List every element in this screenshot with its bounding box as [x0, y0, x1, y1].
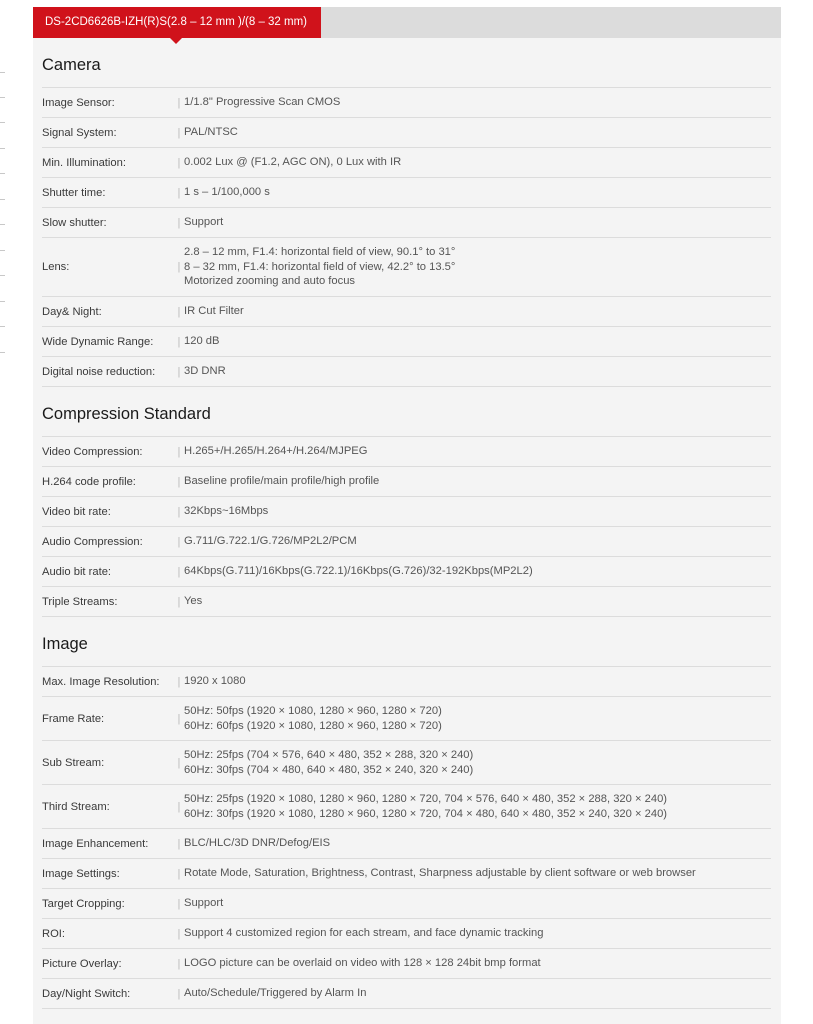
spec-value-line: PAL/NTSC — [184, 126, 238, 139]
spec-value-line: 2.8 – 12 mm, F1.4: horizontal field of view, 90.1° to 31° — [184, 246, 456, 259]
column-separator: | — [177, 987, 181, 1000]
spec-label: Frame Rate: — [42, 712, 105, 725]
spec-value-line: 50Hz: 50fps (1920 × 1080, 1280 × 960, 1280 × 720) — [184, 705, 442, 717]
spec-row — [42, 497, 771, 527]
spec-row — [42, 667, 771, 697]
spec-label: Digital noise reduction: — [42, 365, 156, 378]
section-title: Compression Standard — [42, 387, 771, 437]
spec-value-line: 50Hz: 25fps (1920 × 1080, 1280 × 960, 1280 × 720, 704 × 576, 640 × 480, 352 × 288, 320 × 240) — [184, 793, 668, 805]
spec-row — [42, 949, 771, 979]
spec-value — [184, 792, 667, 821]
spec-label: Triple Streams: — [42, 595, 118, 608]
column-separator: | — [177, 156, 181, 169]
tab-model[interactable] — [33, 7, 321, 38]
spec-value-line: Baseline profile/main profile/high profile — [184, 475, 380, 488]
spec-value-line: Yes — [184, 595, 203, 608]
spec-label: Sub Stream: — [42, 756, 105, 769]
spec-row — [42, 919, 771, 949]
spec-content — [42, 38, 771, 1009]
spec-label: Target Cropping: — [42, 897, 125, 910]
spec-row — [42, 178, 771, 208]
tab-label: DS-2CD6626B-IZH(R)S(2.8 – 12 mm )/(8 – 32 mm) — [45, 16, 308, 28]
spec-value-line: 120 dB — [184, 335, 220, 348]
spec-label: ROI: — [42, 927, 65, 940]
column-separator: | — [177, 712, 181, 725]
spec-label: Day& Night: — [42, 305, 102, 318]
spec-label: Image Sensor: — [42, 96, 115, 109]
spec-label: H.264 code profile: — [42, 475, 136, 488]
spec-value-line: H.265+/H.265/H.264+/H.264/MJPEG — [184, 445, 368, 458]
spec-value — [184, 504, 268, 519]
spec-row — [42, 785, 771, 829]
spec-value — [184, 926, 543, 941]
spec-value — [184, 704, 442, 733]
spec-label: Signal System: — [42, 126, 117, 139]
spec-value — [184, 474, 379, 489]
spec-value — [184, 215, 223, 230]
spec-value-line: Auto/Schedule/Triggered by Alarm In — [184, 987, 367, 1000]
spec-label: Day/Night Switch: — [42, 987, 131, 1000]
spec-value-line: G.711/G.722.1/G.726/MP2L2/PCM — [184, 535, 357, 548]
spec-value-line: 1 s – 1/100,000 s — [184, 186, 270, 199]
spec-value-line: 3D DNR — [184, 365, 226, 378]
tab-bar — [33, 7, 781, 38]
column-separator: | — [177, 216, 181, 229]
spec-label: Wide Dynamic Range: — [42, 335, 154, 348]
spec-label: Video bit rate: — [42, 505, 111, 518]
spec-value — [184, 564, 533, 579]
column-separator: | — [177, 96, 181, 109]
column-separator: | — [177, 126, 181, 139]
spec-value — [184, 334, 219, 349]
spec-label: Audio Compression: — [42, 535, 143, 548]
spec-value-line: BLC/HLC/3D DNR/Defog/EIS — [184, 837, 331, 850]
spec-label: Picture Overlay: — [42, 957, 122, 970]
spec-value-line: 8 – 32 mm, F1.4: horizontal field of view, 42.2° to 13.5° — [184, 260, 456, 273]
spec-value — [184, 444, 367, 459]
spec-value-line: 50Hz: 25fps (704 × 576, 640 × 480, 352 × 288, 320 × 240) — [184, 749, 474, 761]
spec-row — [42, 88, 771, 118]
spec-label: Shutter time: — [42, 186, 106, 199]
spec-value-line: Support 4 customized region for each stream, and face dynamic tracking — [184, 927, 544, 940]
column-separator: | — [177, 305, 181, 318]
spec-value-line: Support — [184, 897, 224, 910]
column-separator: | — [177, 565, 181, 578]
spec-value — [184, 185, 270, 200]
spec-value-line: Support — [184, 216, 224, 229]
spec-label: Video Compression: — [42, 445, 143, 458]
column-separator: | — [177, 186, 181, 199]
spec-row — [42, 208, 771, 238]
column-separator: | — [177, 335, 181, 348]
spec-value — [184, 304, 244, 319]
spec-value-line: 32Kbps~16Mbps — [184, 505, 269, 518]
spec-value — [184, 748, 473, 777]
column-separator: | — [177, 897, 181, 910]
spec-value-line: 60Hz: 30fps (704 × 480, 640 × 480, 352 × 240, 320 × 240) — [184, 763, 474, 776]
spec-value — [184, 155, 401, 170]
spec-value-line: 60Hz: 30fps (1920 × 1080, 1280 × 960, 1280 × 720, 704 × 480, 640 × 480, 352 × 240, 320 × 240) — [184, 807, 668, 820]
section-title: Image — [42, 617, 771, 667]
spec-label: Min. Illumination: — [42, 156, 126, 169]
spec-row — [42, 741, 771, 785]
spec-row — [42, 357, 771, 387]
column-separator: | — [177, 837, 181, 850]
spec-value — [184, 866, 696, 881]
spec-value — [184, 95, 340, 110]
spec-label: Third Stream: — [42, 800, 110, 813]
spec-panel — [33, 7, 781, 1024]
spec-row — [42, 889, 771, 919]
spec-value — [184, 896, 223, 911]
column-separator: | — [177, 261, 181, 273]
column-separator: | — [177, 505, 181, 518]
column-separator: | — [177, 675, 181, 688]
spec-label: Lens: — [42, 261, 70, 273]
column-separator: | — [177, 800, 181, 813]
spec-value — [184, 956, 541, 971]
spec-label: Audio bit rate: — [42, 565, 112, 578]
column-separator: | — [177, 475, 181, 488]
column-separator: | — [177, 957, 181, 970]
section-title: Camera — [42, 38, 771, 88]
spec-row — [42, 148, 771, 178]
spec-label: Image Enhancement: — [42, 837, 149, 850]
spec-label: Slow shutter: — [42, 216, 107, 229]
spec-row — [42, 557, 771, 587]
spec-value — [184, 836, 330, 851]
spec-row — [42, 118, 771, 148]
spec-value-line: 1920 x 1080 — [184, 675, 246, 688]
spec-label: Image Settings: — [42, 867, 120, 880]
spec-row — [42, 979, 771, 1009]
column-separator: | — [177, 867, 181, 880]
spec-row — [42, 297, 771, 327]
column-separator: | — [177, 445, 181, 458]
spec-row — [42, 859, 771, 889]
spec-row — [42, 829, 771, 859]
spec-row — [42, 697, 771, 741]
column-separator: | — [177, 595, 181, 608]
spec-row — [42, 467, 771, 497]
spec-row — [42, 587, 771, 617]
spec-value-line: 0.002 Lux @ (F1.2, AGC ON), 0 Lux with IR — [184, 156, 402, 169]
spec-label: Max. Image Resolution: — [42, 675, 160, 688]
spec-value — [184, 125, 238, 140]
spec-row — [42, 327, 771, 357]
spec-value-line: Rotate Mode, Saturation, Brightness, Contrast, Sharpness adjustable by client software or web browser — [184, 867, 696, 880]
column-separator: | — [177, 535, 181, 548]
column-separator: | — [177, 927, 181, 940]
spec-value — [184, 674, 246, 689]
column-separator: | — [177, 756, 181, 769]
spec-value — [184, 245, 455, 289]
column-separator: | — [177, 365, 181, 378]
spec-row — [42, 527, 771, 557]
spec-value-line: LOGO picture can be overlaid on video with 128 × 128 24bit bmp format — [184, 957, 541, 970]
margin-ticks — [0, 0, 8, 1024]
spec-value — [184, 364, 226, 379]
spec-value-line: 1/1.8" Progressive Scan CMOS — [184, 96, 341, 109]
spec-value — [184, 986, 366, 1001]
spec-value — [184, 594, 202, 609]
spec-value — [184, 534, 357, 549]
spec-value-line: IR Cut Filter — [184, 305, 244, 318]
spec-value-line: 64Kbps(G.711)/16Kbps(G.722.1)/16Kbps(G.726)/32-192Kbps(MP2L2) — [184, 565, 533, 578]
spec-value-line: Motorized zooming and auto focus — [184, 275, 356, 288]
spec-value-line: 60Hz: 60fps (1920 × 1080, 1280 × 960, 1280 × 720) — [184, 719, 442, 732]
spec-row — [42, 238, 771, 297]
spec-row — [42, 437, 771, 467]
